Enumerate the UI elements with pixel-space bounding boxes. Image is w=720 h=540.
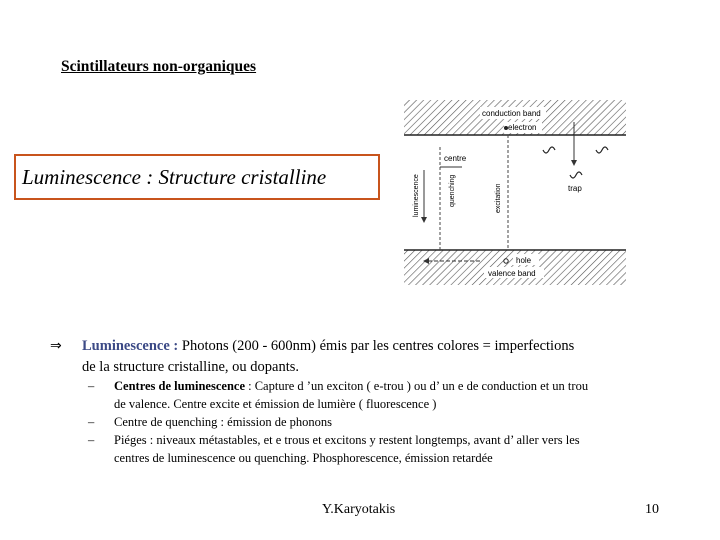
slide-top-title: Scintillateurs non-organiques <box>61 58 257 75</box>
main-bullet <box>50 336 690 378</box>
page-number: 10 <box>645 502 659 517</box>
main-bullet-label: Luminescence : <box>82 338 179 354</box>
sub-bullet-traps <box>88 431 688 467</box>
main-bullet-text-2: de la structure cristalline, ou dopants. <box>82 359 300 375</box>
sub-bullet-text: Piéges : niveaux métastables, et e trous et excitons y restent longtemps, avant d’ aller vers les <box>114 433 580 447</box>
sub-bullet-label: Centres de luminescence <box>114 379 245 393</box>
trap-level-3 <box>570 172 582 178</box>
dash-1: – <box>88 379 95 393</box>
implies-arrow: ⇒ <box>50 338 62 354</box>
quenching-label: quenching <box>449 174 456 207</box>
sub-bullet-text: Centre de quenching : émission de phonons <box>114 415 333 429</box>
conduction-band-label: conduction band <box>482 109 541 118</box>
sub-bullet-luminescence-centres <box>88 377 688 413</box>
valence-band-label: valence band <box>488 269 536 278</box>
main-bullet-text-1: Photons (200 - 600nm) émis par les centres colores = imperfections <box>178 338 575 354</box>
trap-level-2 <box>596 147 608 153</box>
sub-bullet-text: de valence. Centre excite et émission de lumière ( fluorescence ) <box>114 397 437 411</box>
excitation-label: excitation <box>495 183 502 213</box>
slide-boxed-title: Luminescence : Structure cristalline <box>14 154 380 200</box>
dash-3: – <box>88 433 95 447</box>
electron-label: electron <box>508 123 537 132</box>
hole-label: hole <box>516 256 532 265</box>
band-diagram <box>400 95 630 290</box>
sub-bullet-quenching-centre <box>88 413 688 431</box>
trap-label: trap <box>568 184 582 193</box>
centre-label: centre <box>444 154 467 163</box>
sub-bullet-text: centres de luminescence ou quenching. Phosphorescence, émission retardée <box>114 451 493 465</box>
luminescence-label: luminescence <box>413 174 420 217</box>
sub-bullet-list <box>88 377 688 467</box>
sub-bullet-text: : Capture d ’un exciton ( e-trou ) ou d’ un e de conduction et un trou <box>245 379 589 393</box>
footer-author: Y.Karyotakis <box>322 502 396 517</box>
dash-2: – <box>88 415 95 429</box>
trap-level-1 <box>543 147 555 153</box>
